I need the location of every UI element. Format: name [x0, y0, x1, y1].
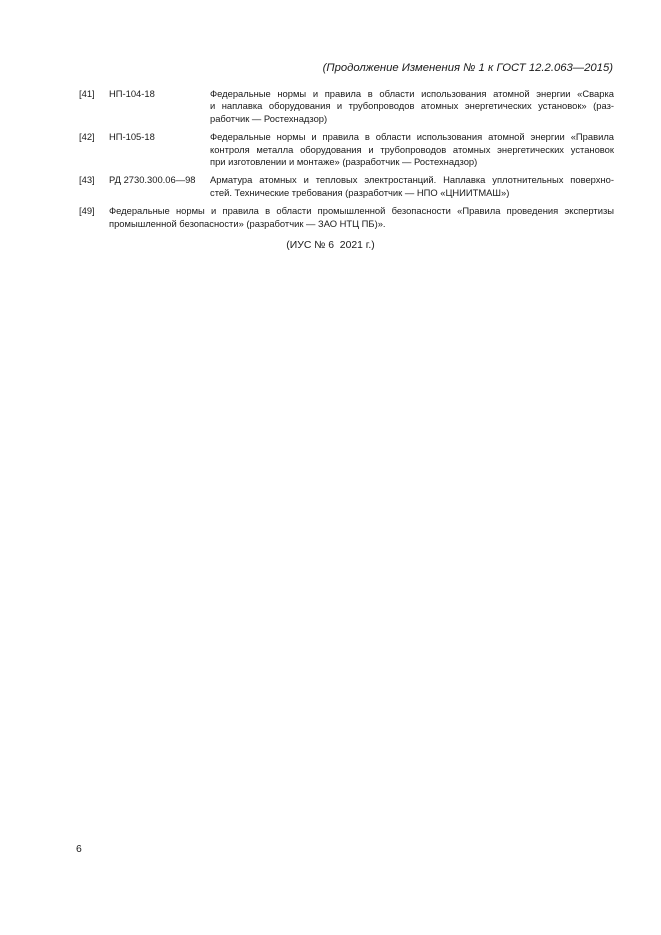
entry-description: [109, 205, 614, 230]
description-line: Федеральные нормы и правила в области использования атомной энергии «Сварка: [210, 88, 614, 99]
description-line: контроля металла оборудования и трубопроводов атомных энергетических установок: [210, 143, 614, 155]
entry-number: [42]: [79, 131, 95, 143]
document-code: РД 2730.300.06—98: [109, 174, 196, 186]
description-line: промышленной безопасности» (разработчик — ЗАО НТЦ ПБ)».: [109, 217, 386, 229]
continuation-header: (Продолжение Изменения № 1 к ГОСТ 12.2.063—2015): [322, 62, 613, 74]
entry-description: [210, 131, 614, 168]
description-line: Арматура атомных и тепловых электростанций. Наплавка уплотнительных поверхно-: [210, 174, 614, 186]
entry-description: [210, 88, 614, 125]
bibliography-entry: [79, 174, 614, 199]
description-line: Федеральные нормы и правила в области использования атомной энергии «Правила: [210, 131, 614, 143]
description-line: работчик — Ростехнадзор): [210, 112, 328, 124]
entry-number: [41]: [79, 88, 95, 99]
description-line: при изготовлении и монтаже» (разработчик — Ростехнадзор): [210, 156, 478, 168]
entry-number: [49]: [79, 205, 95, 217]
page-number: 6: [76, 844, 82, 855]
document-code: НП-105-18: [109, 131, 155, 143]
publication-note: (ИУС № 6 2021 г.): [286, 240, 375, 251]
description-line: и наплавка оборудования и трубопроводов атомных энергетических установок» (раз-: [210, 100, 614, 112]
description-line: Федеральные нормы и правила в области промышленной безопасности «Правила проведения экспертизы: [109, 205, 614, 217]
description-line: стей. Технические требования (разработчик — НПО «ЦНИИТМАШ»): [210, 186, 510, 198]
entry-number: [43]: [79, 174, 95, 186]
bibliography-entry: [79, 88, 614, 125]
document-code: НП-104-18: [109, 88, 155, 99]
bibliography-list: [79, 88, 614, 236]
entry-description: [210, 174, 614, 199]
bibliography-entry: [79, 131, 614, 168]
bibliography-entry: [79, 205, 614, 230]
